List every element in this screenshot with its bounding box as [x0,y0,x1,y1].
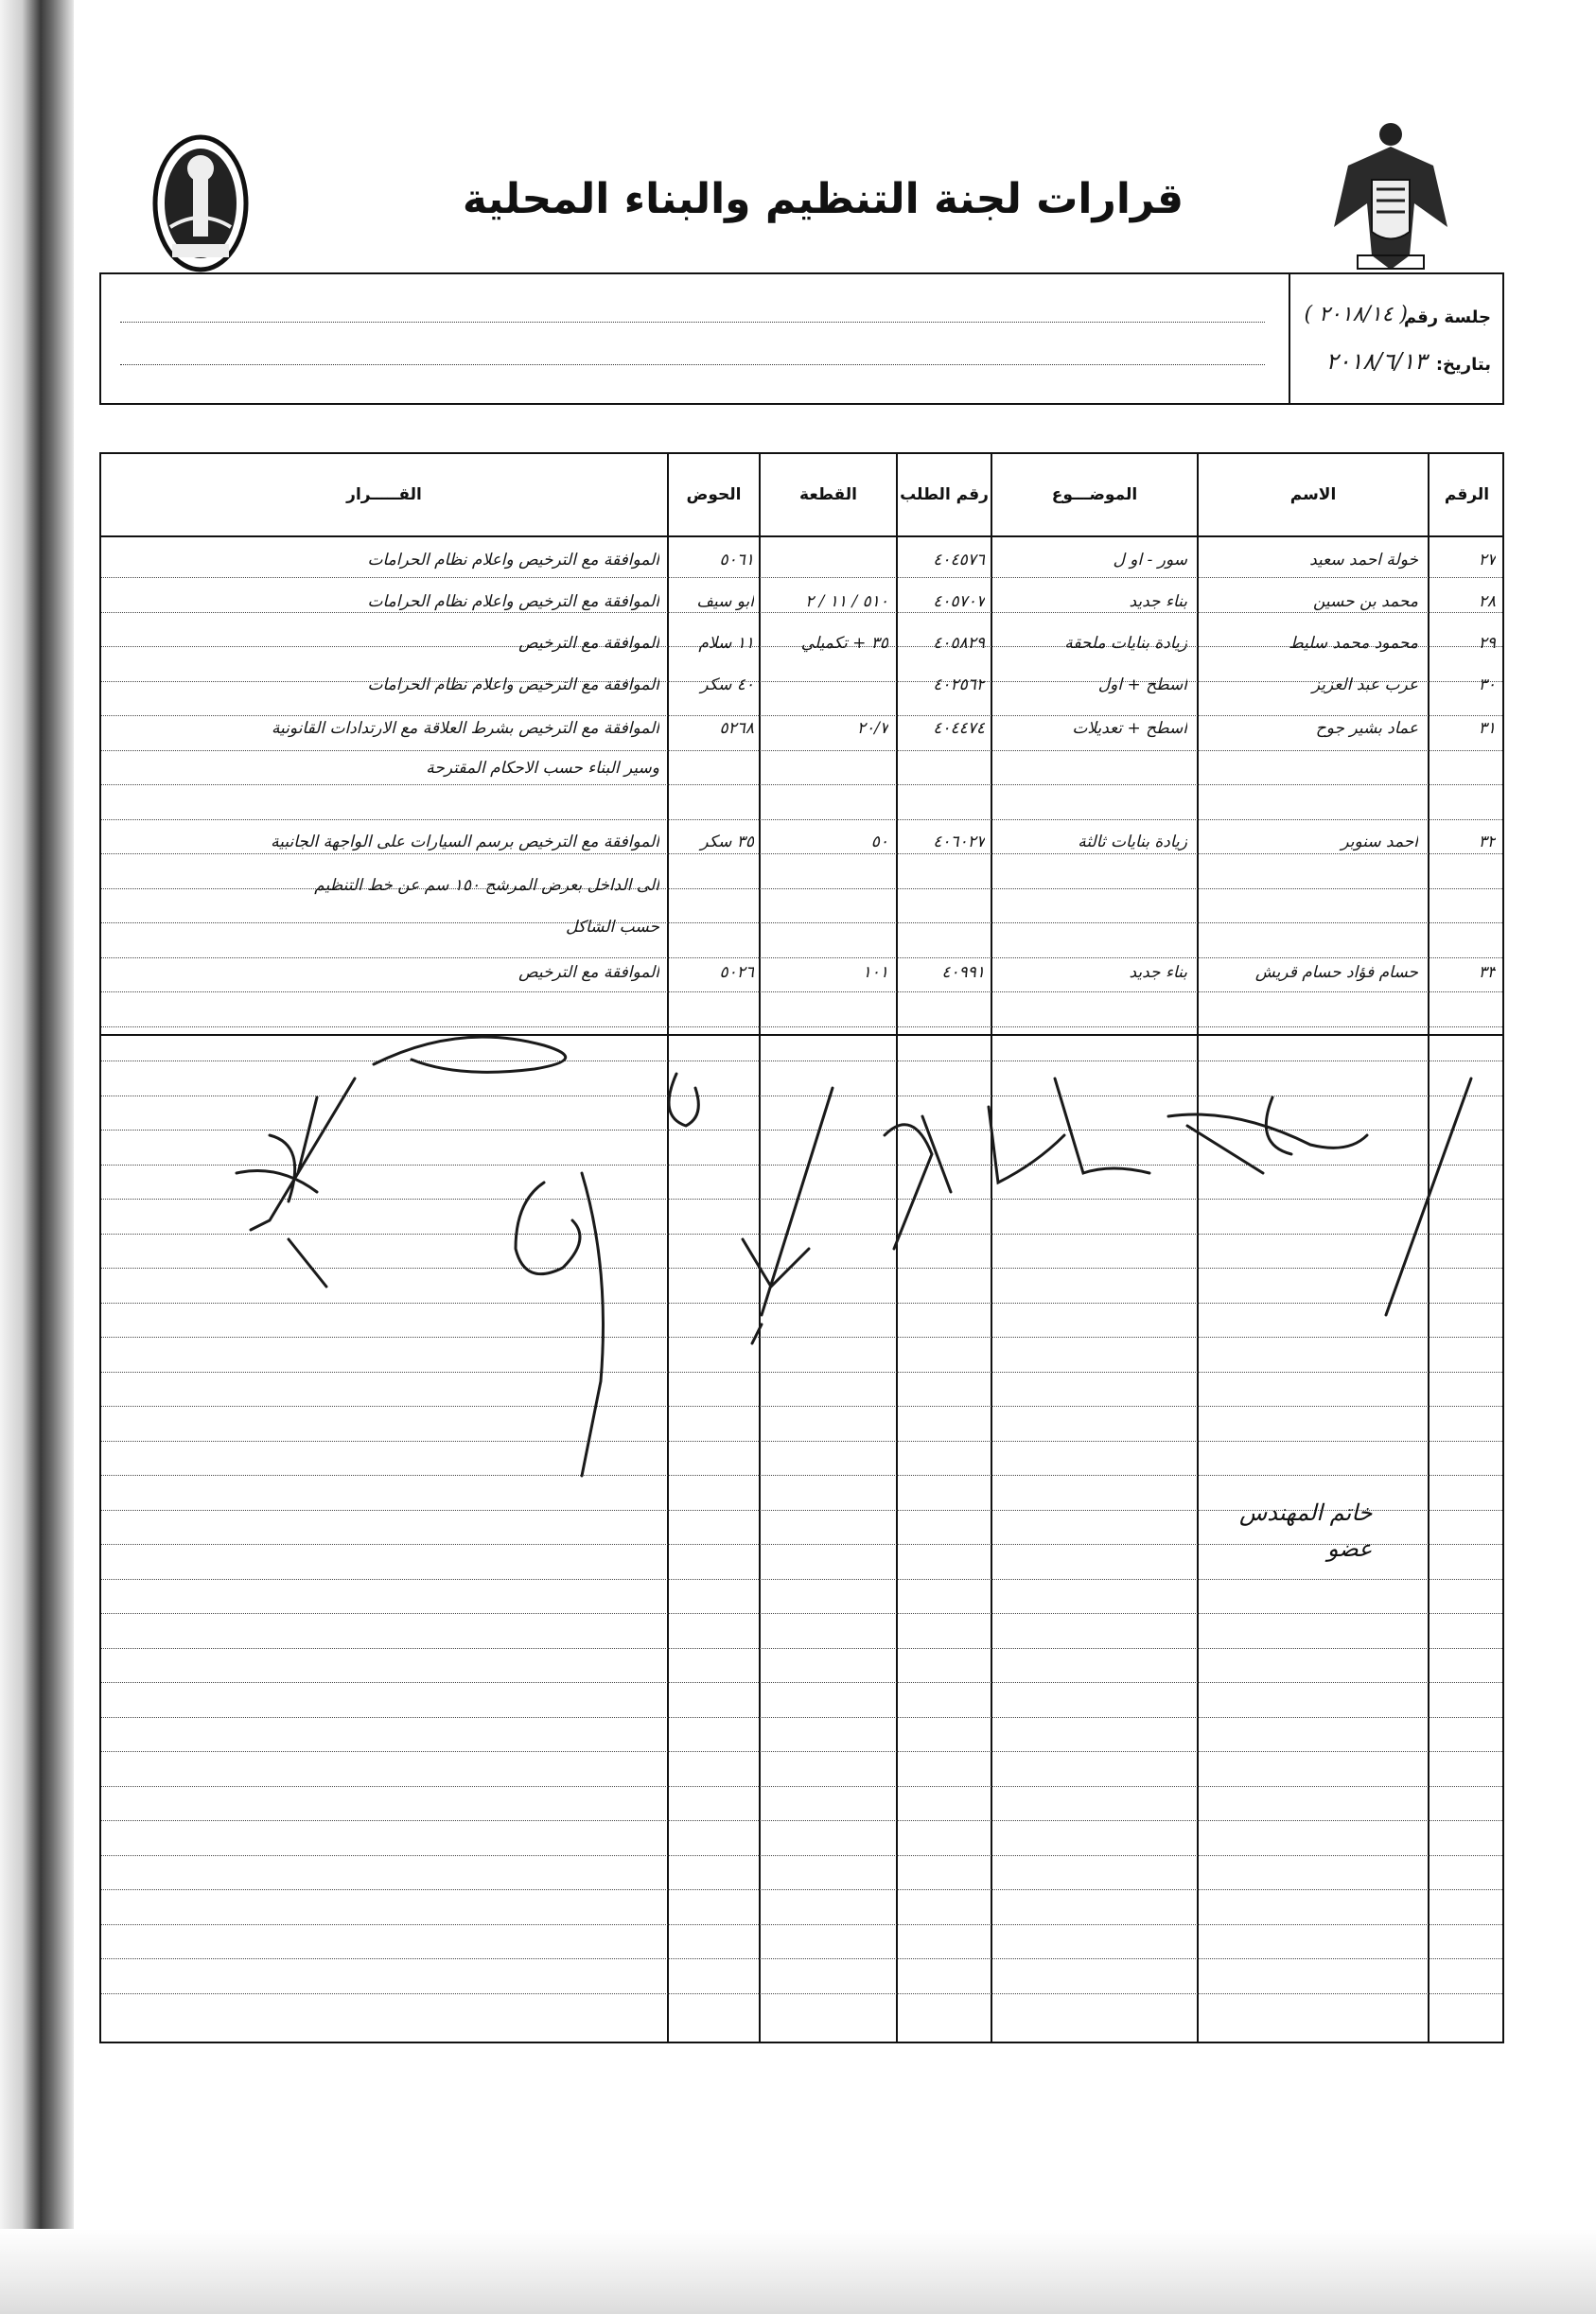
session-number-label: جلسة رقم [1403,307,1491,327]
row-subject: اسطح + اول [1097,675,1187,694]
ruled-line [101,1613,1502,1614]
row-decision: الموافقة مع الترخيص بشرط العلاقة مع الارتدادات القانونية [271,719,659,738]
row-subject: بناء جديد [1129,592,1187,611]
row-number: ٢٨ [1478,592,1496,611]
row-decision: الموافقة مع الترخيص برسم السيارات على الواجهة الجانبية [271,833,659,851]
ruled-line [101,1648,1502,1649]
header-separator [101,535,1502,537]
row-number: ٢٩ [1478,634,1496,653]
session-date-label: بتاريخ: [1435,355,1491,375]
ruled-line [101,1820,1502,1821]
row-plot: ٢٠/٧ [856,719,888,738]
row-basin: ابو سيف [696,592,754,611]
column-header-number: الرقم [1444,484,1490,504]
row-basin: ٥٠٦١ [719,551,754,570]
municipality-logo [151,132,251,274]
ruled-line [101,612,1502,613]
row-decision: حسب الشاكل [566,918,659,937]
row-decision: الموافقة مع الترخيص [518,963,659,982]
row-request-number: ٤٠٢٥٦٢ [933,675,985,694]
ruled-line [101,991,1502,992]
ruled-line [101,784,1502,785]
ruled-line [101,957,1502,958]
ruled-line [101,1855,1502,1856]
column-header-decision: القـــــرار [346,484,422,504]
row-subject: سور - او ل [1113,551,1187,570]
row-decision: الموافقة مع الترخيص واعلام نظام الحرامات [367,551,659,570]
ruled-line [101,819,1502,820]
ruled-line [101,1958,1502,1959]
row-name: عماد بشير جوح [1315,719,1418,738]
row-subject: زيادة بنايات ثالثة [1078,833,1187,851]
row-number: ٣١ [1478,719,1496,738]
row-number: ٣٢ [1478,833,1496,851]
row-name: عرب عبد العزيز [1311,675,1418,694]
row-subject: اسطح + تعديلات [1072,719,1187,738]
row-name: محمود محمد سليط [1288,634,1418,653]
row-plot: ٥٠ [870,833,888,851]
ruled-line [101,853,1502,854]
row-number: ٢٧ [1478,551,1496,570]
row-number: ٣٣ [1478,963,1496,982]
ruled-line [101,1717,1502,1718]
row-decision: الموافقة مع الترخيص واعلام نظام الحرامات [367,675,659,694]
row-decision: الموافقة مع الترخيص واعلام نظام الحرامات [367,592,659,611]
row-name: محمد بن حسين [1312,592,1418,611]
row-request-number: ٤٠٤٤٧٤ [933,719,985,738]
column-header-name: الاسم [1289,484,1337,504]
row-subject: بناء جديد [1129,963,1187,982]
row-plot: ٣٥ + تكميلي [800,634,888,653]
blank-line [120,364,1265,365]
row-number: ٣٠ [1478,675,1496,694]
row-request-number: ٤٠٤٥٧٦ [933,551,985,570]
session-number-value: ( ٢٠١٨/١٤ ) [1304,303,1408,326]
row-basin: ٥٠٢٦ [719,963,754,982]
row-request-number: ٤٠٥٨٢٩ [933,634,985,653]
row-basin: ٤٠ سكر [700,675,754,694]
column-header-subject: الموضـــوع [1051,484,1138,504]
row-plot: ١٠١ [862,963,888,982]
scan-shadow-bottom [0,2229,1596,2314]
column-header-request-number: رقم الطلب [900,484,989,504]
note-line: خاتم المهندس [1239,1499,1373,1526]
ruled-line [101,1751,1502,1752]
row-name: حسام فؤاد حسام قريش [1254,963,1418,982]
ruled-line [101,1889,1502,1890]
page-title: قرارات لجنة التنظيم والبناء المحلية [462,175,1184,223]
column-header-basin: الحوض [686,484,742,504]
blank-line [120,322,1265,323]
row-request-number: ٤٠٥٧٠٧ [933,592,985,611]
ruled-line [101,750,1502,751]
eagle-emblem [1329,114,1452,274]
handwritten-note [1239,1495,1372,1568]
row-subject: زيادة بنايات ملحقة [1064,634,1187,653]
row-plot: ٥١٠ / ١١ / ٢ [805,592,888,611]
row-basin: ٥٢٦٨ [719,719,754,738]
ruled-line [101,1993,1502,1994]
ruled-line [101,577,1502,578]
row-request-number: ٤٠٦٠٢٧ [933,833,985,851]
column-header-plot: القطعة [799,484,857,504]
ruled-line [101,1924,1502,1925]
row-name: احمد سنوبر [1341,833,1418,851]
ruled-line [101,1786,1502,1787]
row-request-number: ٤٠٩٩١ [941,963,985,982]
ruled-line [101,1682,1502,1683]
row-decision: الى الداخل بعرض المرشح ١٥٠ سم عن خط التنظيم [314,876,659,895]
row-basin: ٣٥ سكر [700,833,754,851]
session-date-value: ٢٠١٨/٦/١٣ [1325,348,1427,375]
header-divider [1289,274,1290,403]
row-decision: الموافقة مع الترخيص [518,634,659,653]
row-name: خولة احمد سعيد [1309,551,1418,570]
ruled-line [101,715,1502,716]
row-decision: وسير البناء حسب الاحكام المقترحة [426,759,659,778]
scan-shadow-edge [0,0,74,2314]
note-line: عضو [1326,1535,1373,1563]
row-basin: ١١ سلام [698,634,754,653]
session-info-box [99,272,1504,405]
